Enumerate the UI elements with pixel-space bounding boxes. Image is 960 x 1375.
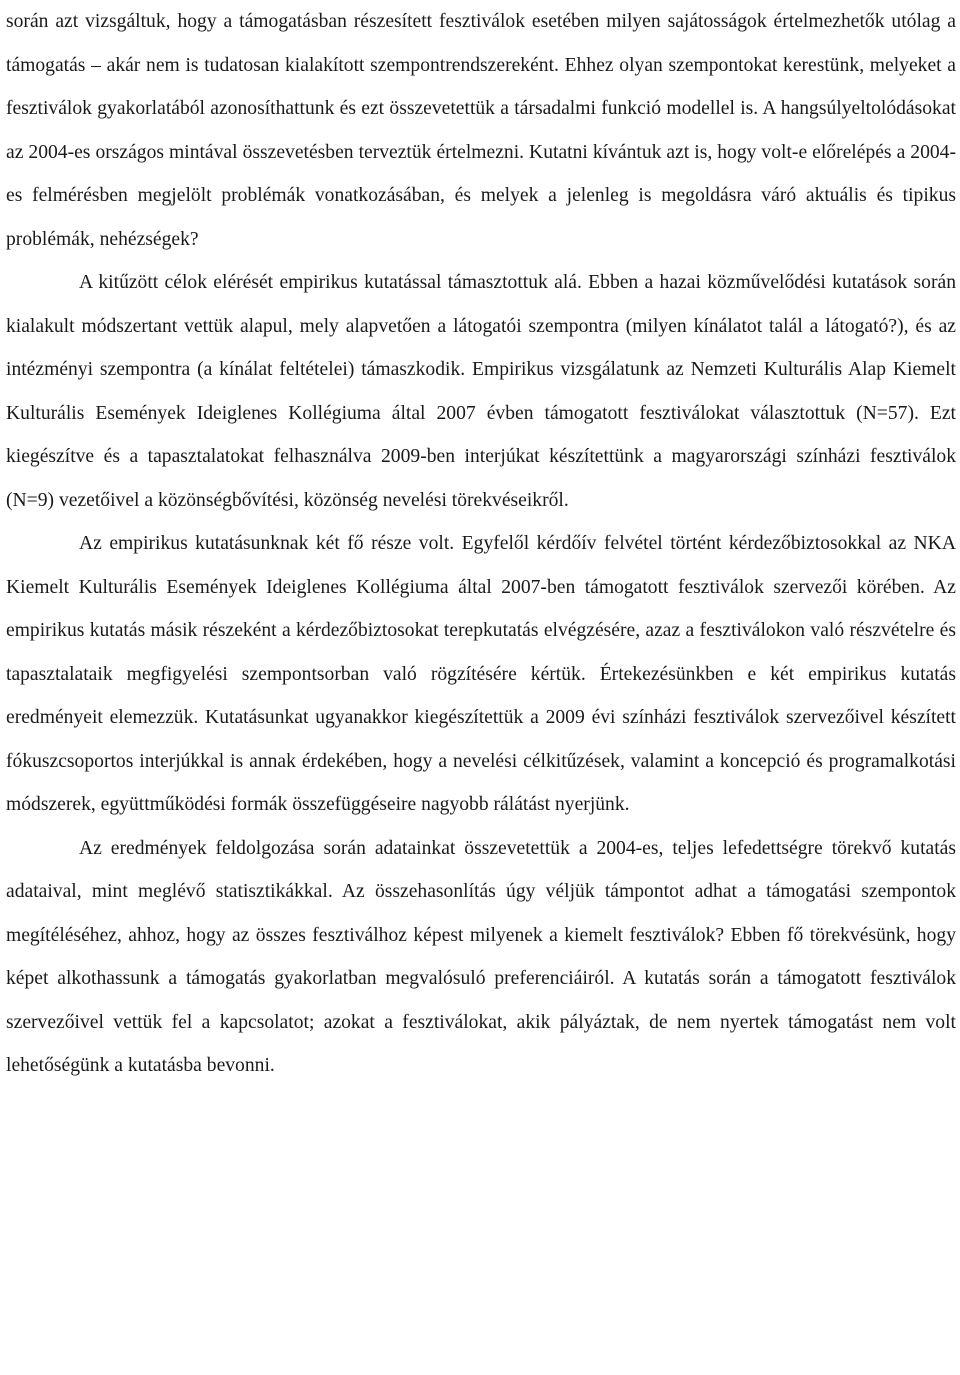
paragraph-4: Az eredmények feldolgozása során adatainkat összevetettük a 2004-es, teljes lefedettségre törekvő kutatás adataival, mint meglévő statisztikákkal. Az összehasonlítás úgy véljük támpontot adhat a támogatási szempontok megítéléséhez, ahhoz, hogy az összes fesztiválhoz képest milyenek a kiemelt fesztiválok? Ebben fő törekvésünk, hogy képet alkothassunk a támogatás gyakorlatban megvalósuló preferenciáiról. A kutatás során a támogatott fesztiválok szervezőivel vettük fel a kapcsolatot; azokat a fesztiválokat, akik pályáztak, de nem nyertek támogatást nem volt lehetőségünk a kutatásba bevonni.	[6, 837, 956, 1076]
document-page	[6, 0, 956, 1088]
paragraph-2: A kitűzött célok elérését empirikus kutatással támasztottuk alá. Ebben a hazai közművelődési kutatások során kialakult módszertant vettük alapul, mely alapvetően a látogatói szempontra (milyen kínálatot talál a látogató?), és az intézményi szempontra (a kínálat feltételei) támaszkodik. Empirikus vizsgálatunk az Nemzeti Kulturális Alap Kiemelt Kulturális Események Ideiglenes Kollégiuma által 2007 évben támogatott fesztiválokat választottuk (N=57). Ezt kiegészítve és a tapasztalatokat felhasználva 2009-ben interjúkat készítettünk a magyarországi színházi fesztiválok (N=9) vezetőivel a közönségbővítési, közönség nevelési törekvéseikről.	[6, 272, 956, 511]
paragraph-3: Az empirikus kutatásunknak két fő része volt. Egyfelől kérdőív felvétel történt kérdezőbiztosokkal az NKA Kiemelt Kulturális Események Ideiglenes Kollégiuma által 2007-ben támogatott fesztiválok szervezői körében. Az empirikus kutatás másik részeként a kérdezőbiztosokat terepkutatás elvégzésére, azaz a fesztiválokon való részvételre és tapasztalataik megfigyelési szempontsorban való rögzítésére kértük. Értekezésünkben e két empirikus kutatás eredményeit elemezzük. Kutatásunkat ugyanakkor kiegészítettük a 2009 évi színházi fesztiválok szervezőivel készített fókuszcsoportos interjúkkal is annak érdekében, hogy a nevelési célkitűzések, valamint a koncepció és programalkotási módszerek, együttműködési formák összefüggéseire nagyobb rálátást nyerjünk.	[6, 533, 956, 815]
paragraph-1: során azt vizsgáltuk, hogy a támogatásban részesített fesztiválok esetében milyen sajátosságok értelmezhetők utólag a támogatás – akár nem is tudatosan kialakított szempontrendszereként. Ehhez olyan szempontokat kerestünk, melyeket a fesztiválok gyakorlatából azonosíthattunk és ezt összevetettük a társadalmi funkció modellel is. A hangsúlyeltolódásokat az 2004-es országos mintával összevetésben terveztük értelmezni. Kutatni kívántuk azt is, hogy volt-e előrelépés a 2004-es felmérésben megjelölt problémák vonatkozásában, és melyek a jelenleg is megoldásra váró aktuális és tipikus problémák, nehézségek?	[6, 11, 956, 250]
